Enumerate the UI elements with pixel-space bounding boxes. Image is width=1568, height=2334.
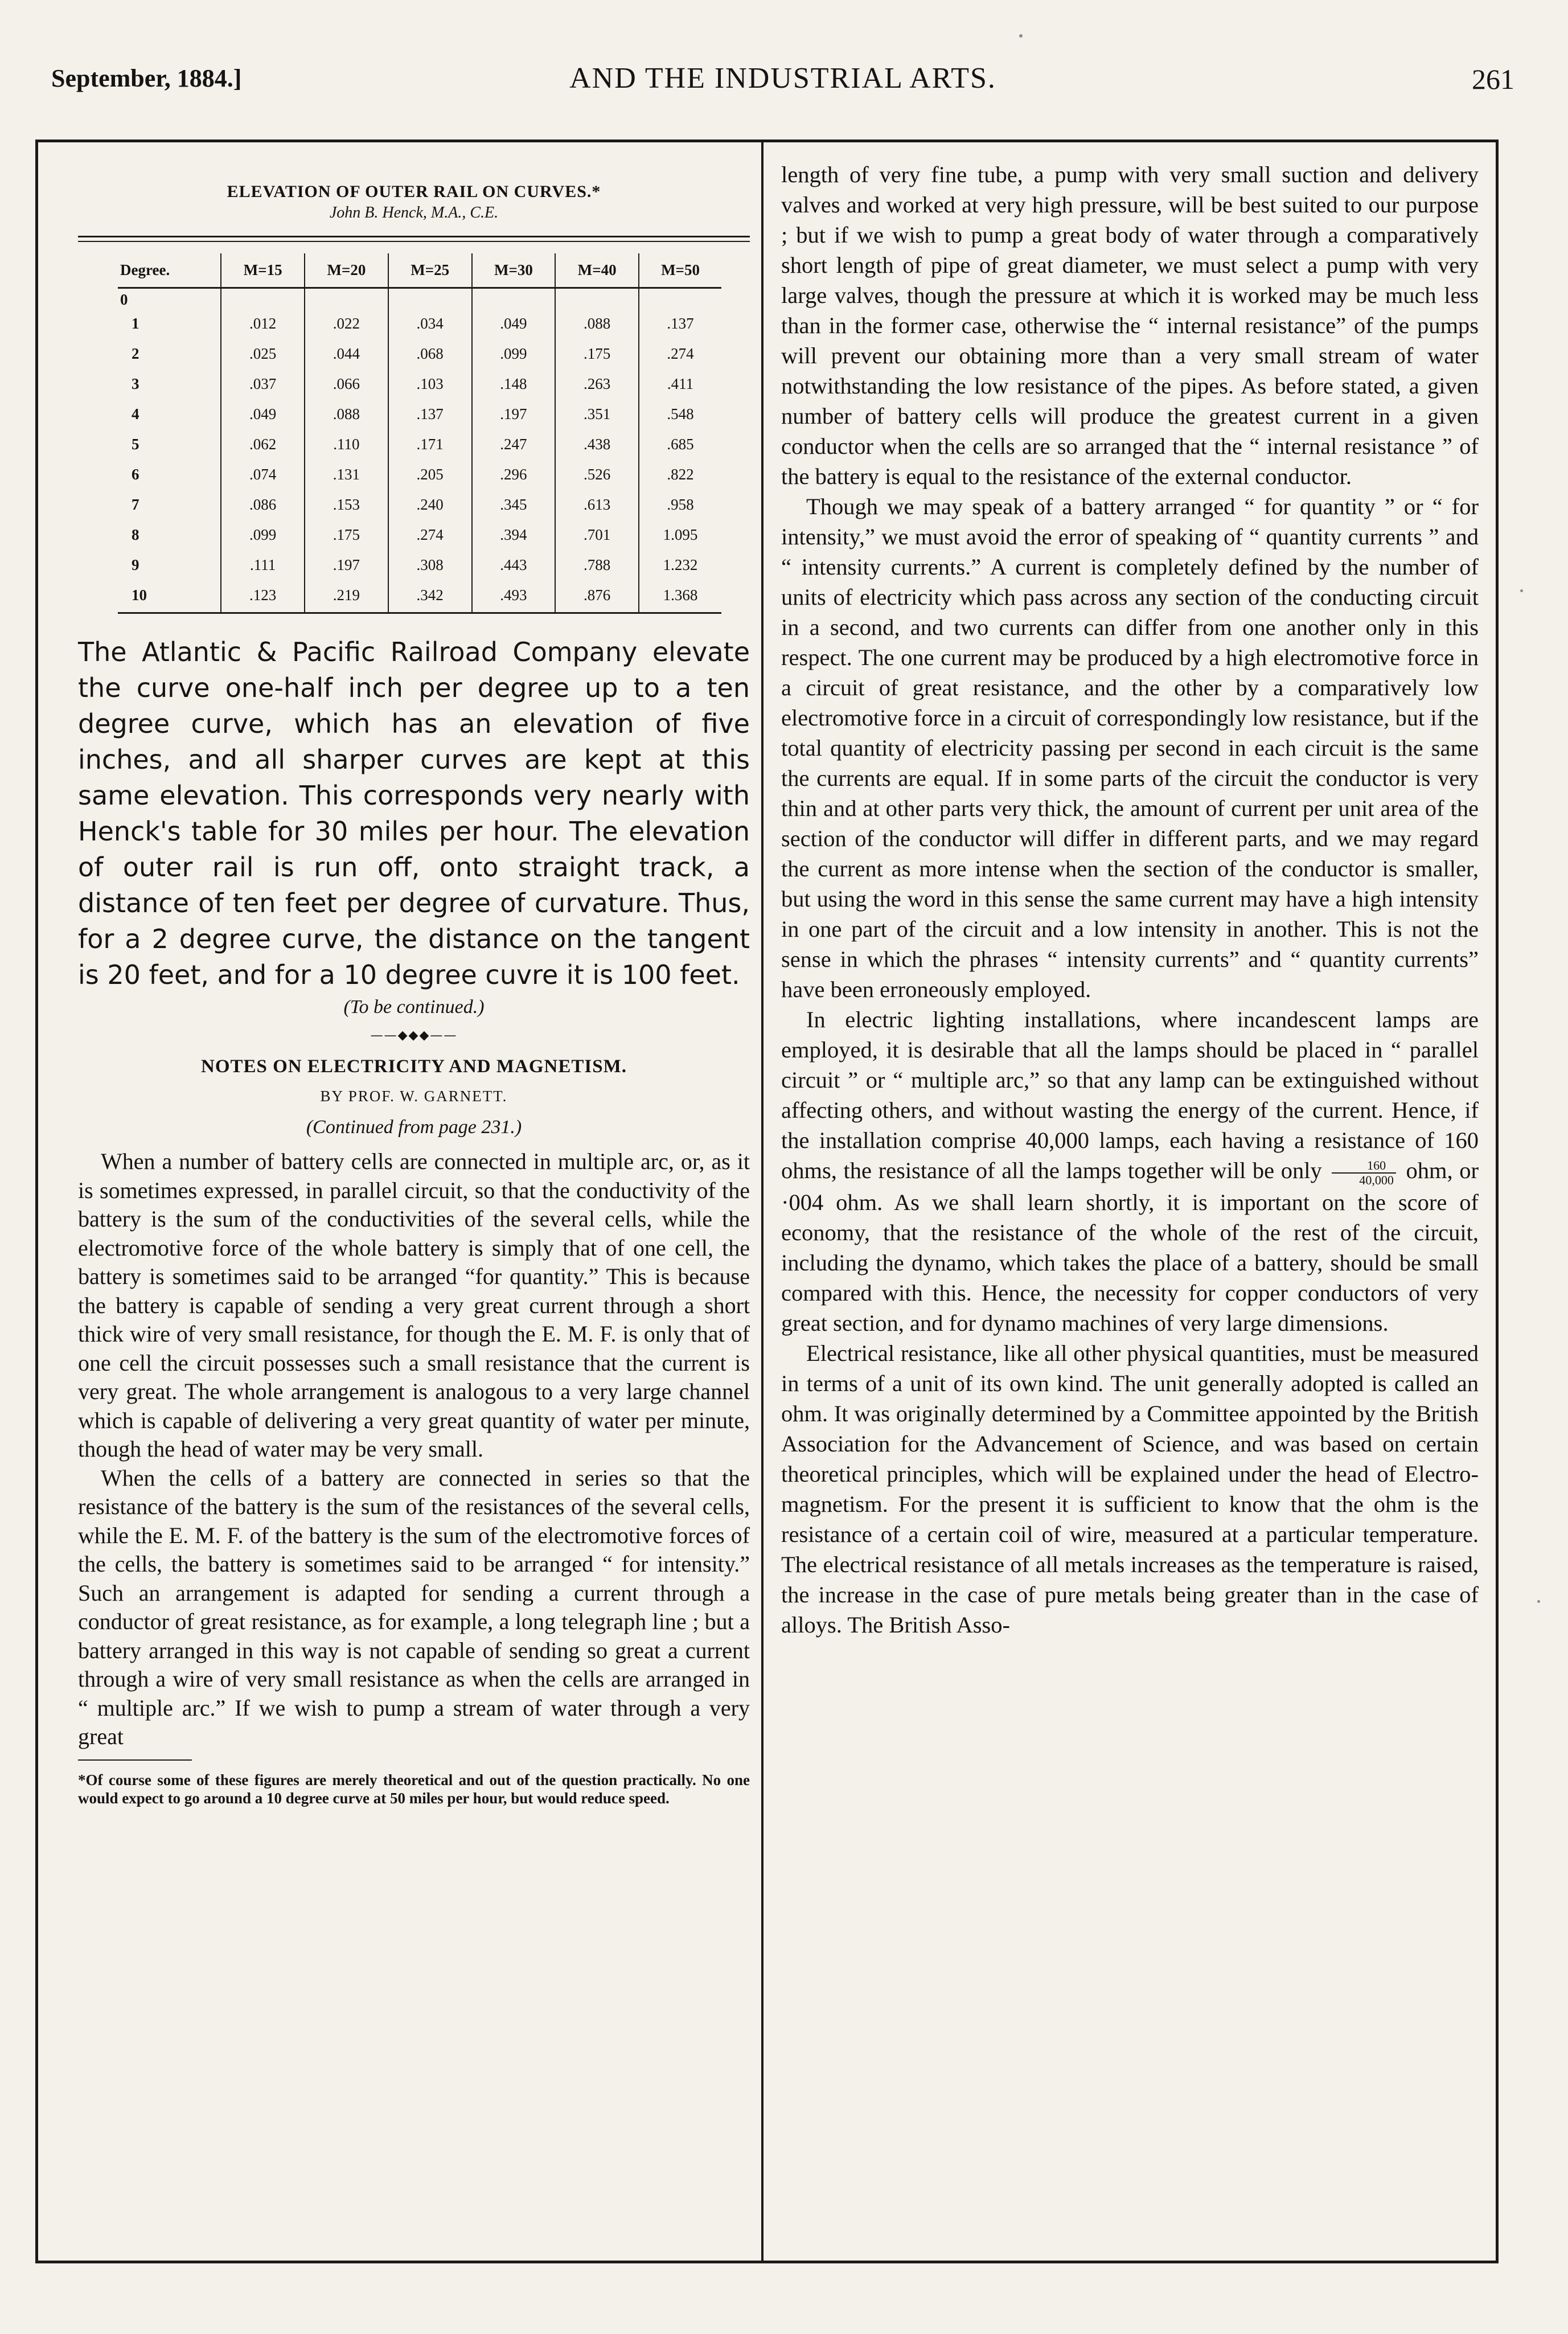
- ornamental-divider: ——◆◆◆——: [370, 1028, 458, 1043]
- column-header: M=20: [305, 253, 388, 288]
- table-cell: .049: [221, 399, 305, 429]
- table-cell: .110: [305, 429, 388, 460]
- table-cell: .493: [472, 580, 556, 613]
- table-body: [118, 288, 721, 613]
- table-cell: .034: [388, 309, 472, 339]
- table-cell: .548: [639, 399, 721, 429]
- table-row: [118, 339, 721, 369]
- table-cell: .153: [305, 490, 388, 520]
- table-cell: .438: [555, 429, 639, 460]
- table-cell: .022: [305, 309, 388, 339]
- table-cell: 2: [132, 345, 139, 362]
- table-cell: .074: [221, 460, 305, 490]
- table-cell: .958: [639, 490, 721, 520]
- column-divider: [761, 142, 764, 2261]
- table-cell: .443: [472, 550, 556, 580]
- table-rule: [78, 236, 750, 242]
- table-header-row: [118, 253, 721, 288]
- paragraph-text: In electric lighting installations, where incandescent lamps are employed, it is desirable that all the lamps should be placed in “ parallel circuit ” or “ multiple arc,” so that any lamp can be extinguished without affecting others, and without wasting the energy of the current. Hence, if the installation comprise 40,000 lamps, each having a resistance of 160 ohms, the resistance of all the lamps together will be only: [781, 1007, 1479, 1183]
- article-paragraph: When a number of battery cells are connected in multiple arc, or, as it is sometimes expressed, in parallel circuit, so that the conductivity of the battery is the sum of the conductivities of the several cells, while the electromotive force of the whole battery is simply that of one cell, the battery is sometimes said to be arranged “for quantity.” This is because the battery is capable of sending a very great current through a short thick wire of very small resistance, for though the E. M. F. is only that of one cell the circuit possesses such a small resistance that the current is very great. The whole arrangement is analogous to a very large channel which is capable of delivering a very great quantity of water per minute, though the head of water may be very small.: [78, 1148, 750, 1462]
- table-cell: 8: [132, 526, 139, 543]
- table-cell: .240: [388, 490, 472, 520]
- table-cell: .296: [472, 460, 556, 490]
- table-cell: .308: [388, 550, 472, 580]
- table-cell: .876: [555, 580, 639, 613]
- table-cell: .148: [472, 369, 556, 399]
- table-cell: .822: [639, 460, 721, 490]
- table-cell: .123: [221, 580, 305, 613]
- print-speck: [1019, 34, 1023, 38]
- table-row: [118, 460, 721, 490]
- column-header: Degree.: [118, 253, 221, 288]
- page-frame: [35, 140, 1499, 2263]
- right-column: [781, 159, 1479, 1640]
- table-cell: 0: [120, 291, 128, 308]
- table-cell: .613: [555, 490, 639, 520]
- page-number: 261: [1472, 63, 1514, 95]
- column-header: M=50: [639, 253, 721, 288]
- table-cell: 10: [118, 580, 221, 613]
- table-cell: .526: [555, 460, 639, 490]
- table-cell: 3: [132, 375, 139, 392]
- table-cell: .788: [555, 550, 639, 580]
- column-header: M=30: [472, 253, 556, 288]
- header-date: September, 1884.]: [51, 64, 242, 92]
- table-cell: .685: [639, 429, 721, 460]
- table-cell: .012: [221, 309, 305, 339]
- table-cell: .044: [305, 339, 388, 369]
- column-header: M=40: [555, 253, 639, 288]
- table-cell: .274: [639, 339, 721, 369]
- table-cell: .345: [472, 490, 556, 520]
- table-cell: .068: [388, 339, 472, 369]
- table-cell: .274: [388, 520, 472, 550]
- print-speck: [1537, 1600, 1540, 1603]
- table-cell: 1.368: [639, 580, 721, 613]
- table-cell: .103: [388, 369, 472, 399]
- table-cell: .197: [305, 550, 388, 580]
- table-cell: .411: [639, 369, 721, 399]
- fraction-numerator: 160: [1332, 1159, 1396, 1174]
- table-cell: .171: [388, 429, 472, 460]
- footnote-rule: [78, 1759, 192, 1761]
- table-cell: .062: [221, 429, 305, 460]
- table-cell: 5: [132, 436, 139, 453]
- table-cell: 7: [132, 496, 139, 513]
- table-cell: .175: [555, 339, 639, 369]
- table-cell: .088: [305, 399, 388, 429]
- print-speck: [1520, 589, 1523, 592]
- table-row: [118, 520, 721, 550]
- article-title: NOTES ON ELECTRICITY AND MAGNETISM.: [201, 1056, 627, 1077]
- header-journal-title: AND THE INDUSTRIAL ARTS.: [569, 62, 996, 95]
- column-header: M=15: [221, 253, 305, 288]
- elevation-table: [118, 253, 721, 614]
- table-cell: .066: [305, 369, 388, 399]
- table-cell: .137: [388, 399, 472, 429]
- fraction: [1332, 1159, 1396, 1187]
- table-cell: 1: [132, 315, 139, 332]
- table-row: [118, 550, 721, 580]
- table-cell: .111: [221, 550, 305, 580]
- left-column: [78, 165, 750, 1807]
- table-cell: 6: [132, 466, 139, 483]
- table-cell: .049: [472, 309, 556, 339]
- table-row: [118, 309, 721, 339]
- table-cell: .025: [221, 339, 305, 369]
- paragraph-text: ohm, or ·004 ohm. As we shall learn shortly, it is important on the score of economy, that the resistance of the whole of the rest of the circuit, including the dynamo, which takes the place of a battery, should be small compared with this. Hence, the necessity for copper conductors of very great section, and for dynamo machines of very large dimensions.: [781, 1158, 1479, 1336]
- column-header: M=25: [388, 253, 472, 288]
- table-cell: 1.232: [639, 550, 721, 580]
- article-left-body: [78, 1147, 750, 1751]
- table-cell: .137: [639, 309, 721, 339]
- table-row: [118, 399, 721, 429]
- table-row: [118, 429, 721, 460]
- table-title: ELEVATION OF OUTER RAIL ON CURVES.*: [227, 182, 601, 201]
- table-cell: .175: [305, 520, 388, 550]
- table-cell: 1.095: [639, 520, 721, 550]
- table-cell: .701: [555, 520, 639, 550]
- typed-paragraph: The Atlantic & Pacific Railroad Company elevate the curve one-half inch per degree up to a ten degree curve, which has an elevation of five inches, and all sharper curves are kept at this same elevation. This corresponds very nearly with Henck's table for 30 miles per hour. The elevation of outer rail is run off, onto straight track, a distance of ten feet per degree of curvature. Thus, for a 2 degree curve, the distance on the tangent is 20 feet, and for a 10 degree cuvre it is 100 feet.: [78, 637, 750, 990]
- table-row: [118, 369, 721, 399]
- article-paragraph: length of very fine tube, a pump with very small suction and delivery valves and worked at very high pressure, will be best suited to our purpose ; but if we wish to pump a great body of water through a comparatively short length of pipe of great diameter, we must select a pump with very large valves, though the pressure at which it is worked may be much less than in the former case, otherwise the “ internal resistance” of the pumps will prevent our obtaining more than a very small stream of water notwithstanding the low resistance of the pipes. As before stated, a given number of battery cells will produce the greatest current in a given conductor when the cells are so arranged that the “ internal resistance ” of the battery is equal to the resistance of the external conductor.: [781, 162, 1479, 489]
- table-cell: .099: [472, 339, 556, 369]
- table-cell: .086: [221, 490, 305, 520]
- article-paragraph: When the cells of a battery are connected in series so that the resistance of the battery is the sum of the resistances of the several cells, while the E. M. F. of the battery is the sum of the electromotive forces of the cells, the battery is sometimes said to be arranged “ for intensity.” Such an arrangement is adapted for sending a current through a conductor of great resistance, as for example, a long telegraph line ; but a battery arranged in this way is not capable of sending so great a current through a wire of very small resistance as when the cells are arranged in “ multiple arc.” If we wish to pump a stream of water through a very great: [78, 1465, 750, 1749]
- table-row: [118, 490, 721, 520]
- table-cell: .263: [555, 369, 639, 399]
- article-byline: BY PROF. W. GARNETT.: [320, 1088, 508, 1105]
- table-author: John B. Henck, M.A., C.E.: [329, 204, 499, 221]
- table-cell: .351: [555, 399, 639, 429]
- table-cell: 4: [132, 405, 139, 423]
- fraction-denominator: 40,000: [1359, 1172, 1394, 1187]
- table-row: [118, 288, 721, 309]
- article-paragraph: Though we may speak of a battery arranged “ for quantity ” or “ for intensity,” we must avoid the error of speaking of “ quantity currents ” and “ intensity currents.” A current is completely defined by the number of units of electricity which pass across any section of the conducting circuit in a second, and two currents can differ from one another only in this respect. The one current may be produced by a high electromotive force in a circuit of great resistance, and the other by a comparatively low electromotive force in a circuit of correspondingly low resistance, but if the total quantity of electricity passing per second in each circuit is the same the currents are equal. If in some parts of the circuit the conductor is very thin and at other parts very thick, the amount of current per unit area of the section of the conductor will differ in different parts, and we may regard the current as more intense when the section of the conductor is smaller, but using the word in this sense the same current may have a high intensity in one part of the circuit and a low intensity in another. This is not the sense in which the phrases “ intensity currents” and “ quantity currents” have been erroneously employed.: [781, 494, 1479, 1002]
- table-cell: .099: [221, 520, 305, 550]
- article-continued-note: (Continued from page 231.): [306, 1117, 522, 1138]
- article-paragraph: Electrical resistance, like all other physical quantities, must be measured in terms of a unit of its own kind. The unit generally adopted is called an ohm. It was originally determined by a Committee appointed by the British Association for the Advancement of Science, and was based on certain theoretical principles, which will be explained under the head of Electro-magnetism. For the present it is sufficient to know that the ohm is the resistance of a certain coil of wire, measured at a particular temperature. The electrical resistance of all metals increases as the temperature is raised, the increase in the case of pure metals being greater than in the case of alloys. The British Asso-: [781, 1340, 1479, 1638]
- table-row: [118, 580, 721, 613]
- table-cell: .219: [305, 580, 388, 613]
- table-cell: 9: [132, 556, 139, 573]
- table-cell: .197: [472, 399, 556, 429]
- table-cell: .088: [555, 309, 639, 339]
- table-cell: .205: [388, 460, 472, 490]
- to-be-continued: (To be continued.): [343, 996, 485, 1018]
- table-cell: .247: [472, 429, 556, 460]
- table-cell: .342: [388, 580, 472, 613]
- table-cell: .131: [305, 460, 388, 490]
- table-cell: .037: [221, 369, 305, 399]
- article-paragraph: [781, 1004, 1479, 1338]
- page-header: [51, 57, 1514, 102]
- footnote: *Of course some of these figures are merely theoretical and out of the question practically. No one would expect to go around a 10 degree curve at 50 miles per hour, but would reduce speed.: [78, 1771, 750, 1807]
- table-cell: .394: [472, 520, 556, 550]
